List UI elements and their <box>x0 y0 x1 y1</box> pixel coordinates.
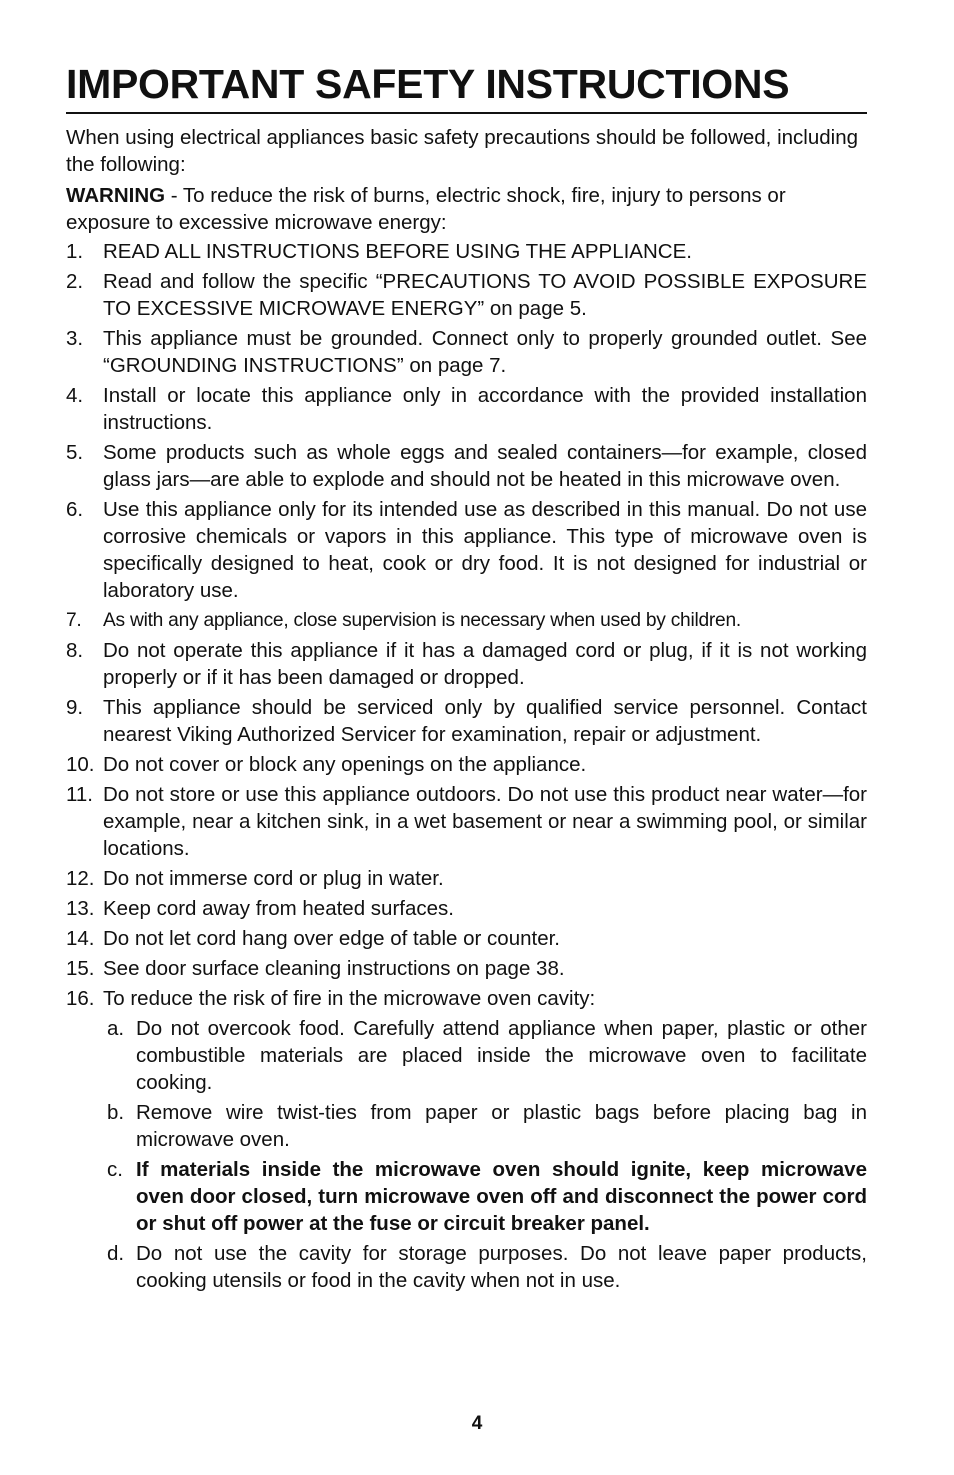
item-text: See door surface cleaning instructions on page 38. <box>103 957 565 980</box>
page-number: 4 <box>471 1413 483 1434</box>
item-text: Some products such as whole eggs and sealed containers—for example, closed glass jars—are able to explode and should not be heated in this microwave oven. <box>103 441 867 491</box>
item-text: READ ALL INSTRUCTIONS BEFORE USING THE APPLIANCE. <box>103 240 692 263</box>
instruction-item-11 <box>66 781 867 862</box>
intro-paragraph: When using electrical appliances basic safety precautions should be followed, including the following: <box>66 126 858 176</box>
item-text: Do not operate this appliance if it has a damaged cord or plug, if it is not working properly or if it has been damaged or dropped. <box>103 639 867 689</box>
instruction-item-8 <box>66 637 867 691</box>
sub-item-letter: c. <box>107 1158 123 1181</box>
instruction-item-3 <box>66 325 867 379</box>
item-text: This appliance should be serviced only by qualified service personnel. Contact nearest Viking Authorized Servicer for examination, repair or adjustment. <box>103 696 867 746</box>
item-number: 8. <box>66 639 84 662</box>
sub-item-text: Remove wire twist-ties from paper or plastic bags before placing bag in microwave oven. <box>136 1101 867 1151</box>
item-number: 4. <box>66 384 84 407</box>
item-number: 2. <box>66 270 84 293</box>
item-number: 11. <box>66 783 93 806</box>
sub-item-d <box>66 1240 867 1294</box>
instruction-item-15 <box>66 955 867 982</box>
item-number: 14. <box>66 927 95 950</box>
instruction-item-7 <box>66 607 867 634</box>
instruction-item-10 <box>66 751 867 778</box>
item-number: 1. <box>66 240 84 263</box>
warning-label: WARNING <box>66 184 166 207</box>
item-number: 13. <box>66 897 95 920</box>
item-text: This appliance must be grounded. Connect only to properly grounded outlet. See “GROUNDING INSTRUCTIONS” on page 7. <box>103 327 867 377</box>
fire-risk-sublist <box>103 1015 867 1294</box>
item-text: Do not let cord hang over edge of table or counter. <box>103 927 560 950</box>
sub-item-b <box>66 1099 867 1153</box>
instruction-item-16 <box>66 985 867 1294</box>
instruction-item-4 <box>66 382 867 436</box>
sub-item-letter: b. <box>107 1101 125 1124</box>
sub-item-a <box>66 1015 867 1096</box>
page-title: IMPORTANT SAFETY INSTRUCTIONS <box>66 58 867 114</box>
warning-text: - To reduce the risk of burns, electric shock, fire, injury to persons or exposure to excessive microwave energy: <box>66 184 786 234</box>
item-text: Do not immerse cord or plug in water. <box>103 867 444 890</box>
instruction-item-6 <box>66 496 867 604</box>
warning-paragraph <box>66 182 867 236</box>
item-number: 15. <box>66 957 95 980</box>
instruction-item-5 <box>66 439 867 493</box>
item-number: 16. <box>66 987 95 1010</box>
sub-item-c <box>66 1156 867 1237</box>
item-text: Do not cover or block any openings on the appliance. <box>103 753 587 776</box>
instruction-item-2 <box>66 268 867 322</box>
item-number: 10. <box>66 753 95 776</box>
item-text: Use this appliance only for its intended use as described in this manual. Do not use corrosive chemicals or vapors in this appliance. This type of microwave oven is specifically designed to heat, cook or dry food. It is not designed for industrial or laboratory use. <box>103 498 867 602</box>
item-number: 9. <box>66 696 84 719</box>
item-number: 12. <box>66 867 95 890</box>
item-number: 5. <box>66 441 84 464</box>
item-number: 7. <box>66 610 82 631</box>
instruction-list <box>66 238 867 1294</box>
sub-item-text: If materials inside the microwave oven should ignite, keep microwave oven door closed, turn microwave oven off and disconnect the power cord or shut off power at the fuse or circuit breaker panel. <box>136 1158 867 1235</box>
document-page <box>66 58 867 1297</box>
sub-item-letter: a. <box>107 1017 125 1040</box>
instruction-item-12 <box>66 865 867 892</box>
item-number: 3. <box>66 327 84 350</box>
item-number: 6. <box>66 498 84 521</box>
sub-item-text: Do not overcook food. Carefully attend appliance when paper, plastic or other combustible materials are placed inside the microwave oven to facilitate cooking. <box>136 1017 867 1094</box>
item-text: Read and follow the specific “PRECAUTIONS TO AVOID POSSIBLE EXPOSURE TO EXCESSIVE MICROWAVE ENERGY” on page 5. <box>103 270 867 320</box>
item-text: Install or locate this appliance only in accordance with the provided installation instructions. <box>103 384 867 434</box>
sub-item-letter: d. <box>107 1242 125 1265</box>
instruction-item-9 <box>66 694 867 748</box>
instruction-item-1 <box>66 238 867 265</box>
sub-item-text: Do not use the cavity for storage purposes. Do not leave paper products, cooking utensils or food in the cavity when not in use. <box>136 1242 867 1292</box>
item-text: To reduce the risk of fire in the microwave oven cavity: <box>103 987 596 1010</box>
item-text: Keep cord away from heated surfaces. <box>103 897 454 920</box>
item-text: Do not store or use this appliance outdoors. Do not use this product near water—for example, near a kitchen sink, in a wet basement or near a swimming pool, or similar locations. <box>103 783 867 860</box>
instruction-item-13 <box>66 895 867 922</box>
item-text: As with any appliance, close supervision is necessary when used by children. <box>103 610 741 631</box>
instruction-item-14 <box>66 925 867 952</box>
